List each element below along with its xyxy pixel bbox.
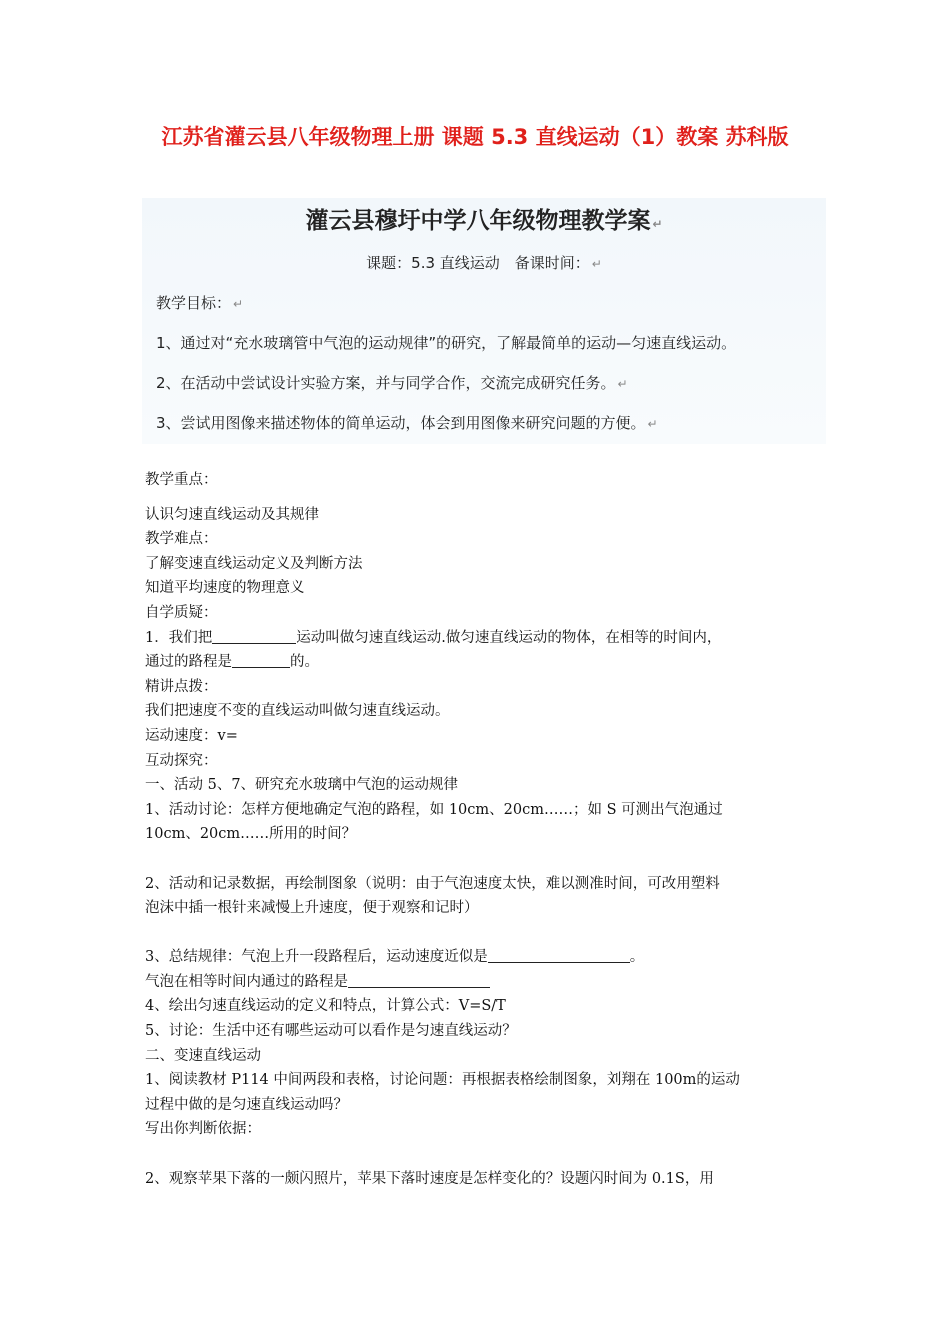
variable-1-cont: 过程中做的是匀速直线运动吗？ [145, 1096, 348, 1113]
answer-blank[interactable] [348, 971, 490, 988]
variable-1-prompt: 写出你判断依据： [145, 1121, 261, 1138]
question-1-cont: 通过的路程是 的。 [145, 650, 815, 675]
answer-blank[interactable] [488, 946, 630, 963]
difficulty-text: 了解变速直线运动定义及判断方法 [145, 555, 363, 572]
panel-subtitle: 课题：5.3 直线运动 备课时间： ↵ [366, 254, 602, 272]
return-mark: ↵ [591, 257, 602, 271]
return-mark: ↵ [652, 217, 663, 231]
document-title: 江苏省灌云县八年级物理上册 课题 5.3 直线运动（1）教案 苏科版 [161, 125, 789, 149]
variable-1: 1、阅读教材 P114 中间两段和表格，讨论问题：再根据表格绘制图象，刘翔在 100m的运动 [145, 1072, 740, 1089]
lesson-header-panel [142, 198, 826, 444]
panel-title: 灌云县穆圩中学八年级物理教学案 ↵ [305, 208, 663, 234]
activity-3: 3、总结规律：气泡上升一段路程后，运动速度近似是 。 [145, 945, 815, 970]
question-1: 1．我们把 运动叫做匀速直线运动.做匀速直线运动的物体，在相等的时间内， [145, 626, 815, 651]
part1-heading: 一、活动 5、7、研究充水玻璃中气泡的运动规律 [145, 777, 459, 794]
activity-2-cont: 泡沫中插一根针来减慢上升速度，便于观察和记时） [145, 900, 479, 917]
explain-heading: 精讲点拨： [145, 678, 218, 695]
variable-2: 2、观察苹果下落的一颇闪照片，苹果下落时速度是怎样变化的？设题闪时间为 0.1S，用 [145, 1170, 714, 1187]
activity-1: 1、活动讨论：怎样方便地确定气泡的路程，如 10cm、20cm……；如 S 可测出气泡通过 [145, 801, 723, 818]
speed-formula: 运动速度：v= [145, 727, 238, 744]
activity-4: 4、绘出匀速直线运动的定义和特点，计算公式：V=S/T [145, 998, 506, 1015]
activity-3-cont: 气泡在相等时间内通过的路程是 [145, 970, 815, 995]
lesson-body [145, 468, 815, 1191]
self-study-heading: 自学质疑： [145, 604, 218, 621]
focus-heading: 教学重点： [145, 472, 218, 488]
objective-item: 3、尝试用图像来描述物体的简单运动，体会到用图像来研究问题的方便。 ↵ [156, 414, 658, 432]
activity-5: 5、讨论：生活中还有哪些运动可以看作是匀速直线运动？ [145, 1023, 517, 1040]
difficulty-heading: 教学难点： [145, 531, 218, 548]
objective-item: 2、在活动中尝试设计实验方案，并与同学合作，交流完成研究任务。 ↵ [156, 374, 628, 392]
part2-heading: 二、变速直线运动 [145, 1047, 261, 1064]
interact-heading: 互动探究： [145, 752, 218, 769]
objective-item: 1、通过对“充水玻璃管中气泡的运动规律”的研究，了解最简单的运动—匀速直线运动。 [156, 334, 737, 352]
objectives-heading: 教学目标： ↵ [156, 294, 244, 312]
activity-1-cont: 10cm、20cm……所用的时间？ [145, 826, 357, 843]
activity-2: 2、活动和记录数据，再绘制图象（说明：由于气泡速度太快，难以测准时间，可改用塑料 [145, 875, 720, 892]
difficulty-text: 知道平均速度的物理意义 [145, 580, 305, 597]
explain-text: 我们把速度不变的直线运动叫做匀速直线运动。 [145, 703, 450, 720]
answer-blank[interactable] [232, 651, 290, 668]
focus-text: 认识匀速直线运动及其规律 [145, 506, 319, 523]
answer-blank[interactable] [212, 627, 296, 644]
